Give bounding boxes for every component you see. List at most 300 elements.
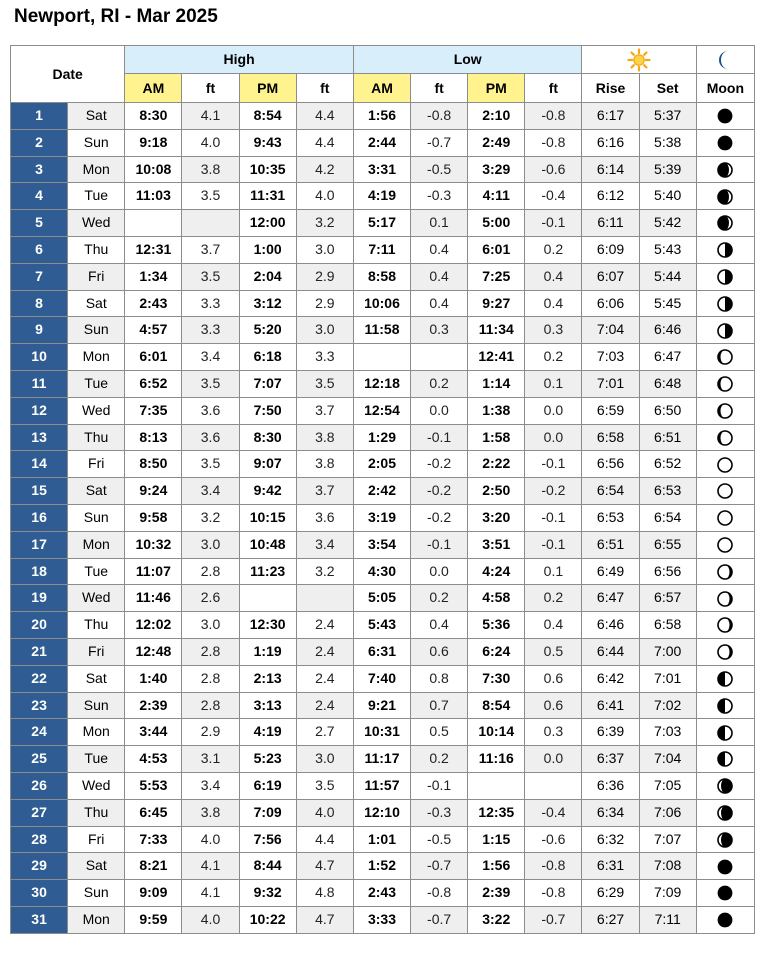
- low-pm-height: [525, 772, 582, 799]
- sunset-time: 7:07: [639, 826, 696, 853]
- low-pm-time: 5:00: [468, 210, 525, 237]
- low-am-time: 12:18: [353, 370, 410, 397]
- sunrise-time: 6:27: [582, 906, 639, 933]
- low-pm-time: 3:29: [468, 156, 525, 183]
- low-pm-time: 4:58: [468, 585, 525, 612]
- high-am-height: 2.9: [182, 719, 239, 746]
- high-pm-height: 4.0: [296, 799, 353, 826]
- low-am-time: 5:05: [353, 585, 410, 612]
- high-am-height: 3.4: [182, 772, 239, 799]
- low-pm-time: 7:30: [468, 665, 525, 692]
- moon-phase-icon: [717, 510, 733, 526]
- header-low: Low: [353, 46, 582, 74]
- sunrise-time: 6:06: [582, 290, 639, 317]
- high-pm-height: 4.2: [296, 156, 353, 183]
- sunset-time: 7:00: [639, 638, 696, 665]
- sunrise-time: 6:17: [582, 103, 639, 130]
- sunset-time: 6:58: [639, 612, 696, 639]
- date-number: 17: [11, 531, 68, 558]
- low-am-height: -0.8: [411, 103, 468, 130]
- sunrise-time: 6:32: [582, 826, 639, 853]
- sunset-time: 7:05: [639, 772, 696, 799]
- low-pm-time: 3:20: [468, 504, 525, 531]
- low-am-time: 9:21: [353, 692, 410, 719]
- high-pm-height: 3.0: [296, 236, 353, 263]
- high-pm-time: 7:07: [239, 370, 296, 397]
- low-am-time: 2:42: [353, 478, 410, 505]
- high-am-height: 3.8: [182, 799, 239, 826]
- low-am-height: 0.4: [411, 263, 468, 290]
- table-row: [11, 397, 755, 424]
- moon-phase-cell: [696, 317, 754, 344]
- high-pm-height: 3.2: [296, 558, 353, 585]
- table-row: [11, 906, 755, 933]
- sunset-time: 6:55: [639, 531, 696, 558]
- low-am-time: 5:43: [353, 612, 410, 639]
- low-pm-height: -0.1: [525, 210, 582, 237]
- low-am-time: 8:58: [353, 263, 410, 290]
- low-am-time: 7:11: [353, 236, 410, 263]
- sunset-time: 6:46: [639, 317, 696, 344]
- high-pm-time: 8:54: [239, 103, 296, 130]
- low-am-height: 0.4: [411, 612, 468, 639]
- moon-phase-icon: [717, 778, 733, 794]
- low-pm-time: 6:24: [468, 638, 525, 665]
- date-number: 28: [11, 826, 68, 853]
- high-am-height: 3.6: [182, 397, 239, 424]
- low-pm-time: 2:49: [468, 129, 525, 156]
- low-am-time: 1:56: [353, 103, 410, 130]
- low-am-time: 3:33: [353, 906, 410, 933]
- high-am-time: 1:40: [125, 665, 182, 692]
- date-number: 26: [11, 772, 68, 799]
- moon-phase-icon: [717, 832, 733, 848]
- sunrise-time: 6:47: [582, 585, 639, 612]
- sunrise-time: 7:04: [582, 317, 639, 344]
- high-pm-time: 11:23: [239, 558, 296, 585]
- weekday: Mon: [68, 156, 125, 183]
- high-pm-time: 11:31: [239, 183, 296, 210]
- weekday: Mon: [68, 906, 125, 933]
- low-am-time: 3:31: [353, 156, 410, 183]
- low-pm-height: 0.5: [525, 638, 582, 665]
- sunset-time: 6:50: [639, 397, 696, 424]
- high-am-time: 10:08: [125, 156, 182, 183]
- header-rise: Rise: [582, 74, 639, 103]
- low-pm-height: 0.0: [525, 424, 582, 451]
- low-pm-time: 9:27: [468, 290, 525, 317]
- high-am-height: 4.1: [182, 880, 239, 907]
- table-row: [11, 853, 755, 880]
- moon-phase-icon: [717, 859, 733, 875]
- table-row: [11, 210, 755, 237]
- high-am-time: 12:02: [125, 612, 182, 639]
- weekday: Tue: [68, 746, 125, 773]
- moon-phase-cell: [696, 370, 754, 397]
- high-pm-time: 9:42: [239, 478, 296, 505]
- high-pm-time: 1:19: [239, 638, 296, 665]
- weekday: Sat: [68, 478, 125, 505]
- high-pm-time: 9:32: [239, 880, 296, 907]
- low-am-height: -0.7: [411, 906, 468, 933]
- high-am-time: 1:34: [125, 263, 182, 290]
- low-pm-height: -0.2: [525, 478, 582, 505]
- high-am-height: 3.4: [182, 478, 239, 505]
- low-am-height: 0.2: [411, 370, 468, 397]
- low-am-height: 0.4: [411, 236, 468, 263]
- moon-phase-cell: [696, 210, 754, 237]
- high-pm-height: 3.8: [296, 424, 353, 451]
- moon-phase-cell: [696, 719, 754, 746]
- high-am-height: [182, 210, 239, 237]
- low-am-time: 1:52: [353, 853, 410, 880]
- date-number: 14: [11, 451, 68, 478]
- weekday: Sun: [68, 129, 125, 156]
- moon-phase-cell: [696, 826, 754, 853]
- weekday: Wed: [68, 772, 125, 799]
- high-pm-height: 4.4: [296, 826, 353, 853]
- table-row: [11, 692, 755, 719]
- low-pm-height: -0.8: [525, 103, 582, 130]
- moon-phase-icon: [717, 725, 733, 741]
- sunset-time: 5:38: [639, 129, 696, 156]
- low-am-height: -0.8: [411, 880, 468, 907]
- moon-phase-cell: [696, 344, 754, 371]
- date-number: 31: [11, 906, 68, 933]
- weekday: Thu: [68, 236, 125, 263]
- date-number: 20: [11, 612, 68, 639]
- sunset-time: 6:53: [639, 478, 696, 505]
- high-pm-time: 7:56: [239, 826, 296, 853]
- low-am-height: 0.7: [411, 692, 468, 719]
- high-pm-time: 12:00: [239, 210, 296, 237]
- date-number: 16: [11, 504, 68, 531]
- header-low-am: AM: [353, 74, 410, 103]
- weekday: Sat: [68, 665, 125, 692]
- high-am-time: 8:21: [125, 853, 182, 880]
- low-pm-height: -0.1: [525, 504, 582, 531]
- low-pm-time: 5:36: [468, 612, 525, 639]
- high-am-time: 7:33: [125, 826, 182, 853]
- low-pm-height: -0.8: [525, 129, 582, 156]
- high-am-time: [125, 210, 182, 237]
- low-am-time: 3:54: [353, 531, 410, 558]
- low-am-time: 4:19: [353, 183, 410, 210]
- sunset-time: 6:56: [639, 558, 696, 585]
- high-am-height: 3.1: [182, 746, 239, 773]
- weekday: Tue: [68, 370, 125, 397]
- low-pm-height: -0.8: [525, 853, 582, 880]
- high-pm-time: 10:35: [239, 156, 296, 183]
- high-pm-height: 3.4: [296, 531, 353, 558]
- low-am-time: 7:40: [353, 665, 410, 692]
- header-high-am-ft: ft: [182, 74, 239, 103]
- high-pm-time: 7:50: [239, 397, 296, 424]
- low-pm-time: 6:01: [468, 236, 525, 263]
- moon-phase-icon: [717, 162, 733, 178]
- sunset-time: 5:40: [639, 183, 696, 210]
- high-pm-height: 4.4: [296, 129, 353, 156]
- date-number: 13: [11, 424, 68, 451]
- low-am-height: [411, 344, 468, 371]
- table-row: [11, 370, 755, 397]
- table-row: [11, 290, 755, 317]
- header-high-pm-ft: ft: [296, 74, 353, 103]
- moon-phase-cell: [696, 692, 754, 719]
- high-pm-height: 4.4: [296, 103, 353, 130]
- header-high: High: [125, 46, 354, 74]
- sunset-time: 7:01: [639, 665, 696, 692]
- moon-phase-cell: [696, 880, 754, 907]
- date-number: 18: [11, 558, 68, 585]
- weekday: Sun: [68, 317, 125, 344]
- low-am-height: 0.3: [411, 317, 468, 344]
- page-title: Newport, RI - Mar 2025: [14, 6, 218, 27]
- high-pm-height: 3.3: [296, 344, 353, 371]
- sunrise-time: 6:37: [582, 746, 639, 773]
- low-pm-time: 2:50: [468, 478, 525, 505]
- low-pm-height: -0.6: [525, 826, 582, 853]
- date-number: 1: [11, 103, 68, 130]
- sunset-time: 5:39: [639, 156, 696, 183]
- low-pm-time: 1:56: [468, 853, 525, 880]
- moon-phase-cell: [696, 612, 754, 639]
- sunset-time: 5:44: [639, 263, 696, 290]
- weekday: Sat: [68, 290, 125, 317]
- high-pm-time: 3:12: [239, 290, 296, 317]
- low-pm-time: 7:25: [468, 263, 525, 290]
- moon-phase-cell: [696, 263, 754, 290]
- high-am-height: 3.0: [182, 531, 239, 558]
- table-row: [11, 263, 755, 290]
- weekday: Tue: [68, 558, 125, 585]
- high-pm-height: 2.9: [296, 290, 353, 317]
- low-pm-time: 8:54: [468, 692, 525, 719]
- moon-phase-cell: [696, 665, 754, 692]
- weekday: Fri: [68, 638, 125, 665]
- moon-phase-cell: [696, 853, 754, 880]
- weekday: Sun: [68, 880, 125, 907]
- sunset-time: 5:45: [639, 290, 696, 317]
- header-low-am-ft: ft: [411, 74, 468, 103]
- weekday: Thu: [68, 799, 125, 826]
- low-am-height: 0.2: [411, 585, 468, 612]
- moon-phase-cell: [696, 531, 754, 558]
- moon-phase-icon: [717, 885, 733, 901]
- low-am-time: 12:10: [353, 799, 410, 826]
- table-row: [11, 129, 755, 156]
- date-number: 11: [11, 370, 68, 397]
- date-number: 10: [11, 344, 68, 371]
- table-row: [11, 826, 755, 853]
- date-number: 30: [11, 880, 68, 907]
- header-moon: Moon: [696, 74, 754, 103]
- weekday: Mon: [68, 719, 125, 746]
- date-number: 25: [11, 746, 68, 773]
- low-am-height: -0.3: [411, 183, 468, 210]
- moon-phase-icon: [717, 296, 733, 312]
- date-number: 22: [11, 665, 68, 692]
- high-pm-height: 2.4: [296, 665, 353, 692]
- moon-phase-cell: [696, 156, 754, 183]
- date-number: 5: [11, 210, 68, 237]
- header-low-pm-ft: ft: [525, 74, 582, 103]
- high-am-height: 3.4: [182, 344, 239, 371]
- table-row: [11, 103, 755, 130]
- sunset-time: 5:37: [639, 103, 696, 130]
- table-row: [11, 558, 755, 585]
- weekday: Fri: [68, 263, 125, 290]
- sunset-time: 7:08: [639, 853, 696, 880]
- low-pm-height: 0.4: [525, 263, 582, 290]
- sunrise-time: 6:16: [582, 129, 639, 156]
- low-am-time: [353, 344, 410, 371]
- high-pm-height: 4.7: [296, 853, 353, 880]
- low-am-height: -0.5: [411, 826, 468, 853]
- sunset-time: 7:11: [639, 906, 696, 933]
- high-pm-height: 3.6: [296, 504, 353, 531]
- tide-table: [10, 45, 755, 934]
- high-am-time: 2:43: [125, 290, 182, 317]
- weekday: Sun: [68, 504, 125, 531]
- high-am-time: 4:53: [125, 746, 182, 773]
- moon-phase-icon: [717, 644, 733, 660]
- high-pm-height: 3.0: [296, 746, 353, 773]
- table-row: [11, 612, 755, 639]
- sunrise-time: 6:39: [582, 719, 639, 746]
- moon-phase-cell: [696, 504, 754, 531]
- low-pm-height: 0.2: [525, 236, 582, 263]
- high-pm-height: 3.7: [296, 478, 353, 505]
- moon-phase-cell: [696, 451, 754, 478]
- low-pm-height: -0.1: [525, 531, 582, 558]
- weekday: Wed: [68, 585, 125, 612]
- table-row: [11, 880, 755, 907]
- date-number: 2: [11, 129, 68, 156]
- table-row: [11, 344, 755, 371]
- table-row: [11, 799, 755, 826]
- high-am-height: 3.3: [182, 290, 239, 317]
- high-am-height: 3.5: [182, 370, 239, 397]
- sunrise-time: 6:44: [582, 638, 639, 665]
- high-am-time: 12:31: [125, 236, 182, 263]
- low-am-time: 11:58: [353, 317, 410, 344]
- low-pm-height: 0.1: [525, 558, 582, 585]
- moon-phase-icon: [717, 564, 733, 580]
- high-pm-height: 3.2: [296, 210, 353, 237]
- date-number: 3: [11, 156, 68, 183]
- moon-phase-icon: [717, 430, 733, 446]
- high-am-height: 2.8: [182, 638, 239, 665]
- low-am-height: -0.1: [411, 772, 468, 799]
- high-am-height: 2.8: [182, 692, 239, 719]
- sunset-time: 6:57: [639, 585, 696, 612]
- high-pm-time: 5:20: [239, 317, 296, 344]
- sunset-time: 7:02: [639, 692, 696, 719]
- table-row: [11, 665, 755, 692]
- high-am-time: 3:44: [125, 719, 182, 746]
- low-am-time: 11:17: [353, 746, 410, 773]
- moon-phase-cell: [696, 558, 754, 585]
- sunrise-time: 6:29: [582, 880, 639, 907]
- date-number: 9: [11, 317, 68, 344]
- table-row: [11, 478, 755, 505]
- sunrise-time: 6:34: [582, 799, 639, 826]
- weekday: Fri: [68, 451, 125, 478]
- moon-phase-cell: [696, 290, 754, 317]
- high-am-time: 11:07: [125, 558, 182, 585]
- moon-phase-cell: [696, 772, 754, 799]
- weekday: Mon: [68, 531, 125, 558]
- low-pm-time: 12:41: [468, 344, 525, 371]
- high-am-time: 6:52: [125, 370, 182, 397]
- low-pm-time: 10:14: [468, 719, 525, 746]
- low-am-height: 0.4: [411, 290, 468, 317]
- moon-phase-cell: [696, 236, 754, 263]
- date-number: 29: [11, 853, 68, 880]
- low-pm-height: -0.8: [525, 880, 582, 907]
- low-pm-time: 11:16: [468, 746, 525, 773]
- table-row: [11, 451, 755, 478]
- high-am-height: 4.0: [182, 129, 239, 156]
- moon-phase-icon: [717, 323, 733, 339]
- moon-phase-icon: [717, 376, 733, 392]
- sunrise-time: 6:09: [582, 236, 639, 263]
- sunset-time: 6:52: [639, 451, 696, 478]
- high-pm-time: 9:43: [239, 129, 296, 156]
- low-pm-time: 4:11: [468, 183, 525, 210]
- weekday: Sat: [68, 853, 125, 880]
- high-pm-time: 2:13: [239, 665, 296, 692]
- high-am-time: 11:03: [125, 183, 182, 210]
- low-am-height: 0.2: [411, 746, 468, 773]
- table-row: [11, 746, 755, 773]
- sunset-time: 7:04: [639, 746, 696, 773]
- low-am-height: 0.5: [411, 719, 468, 746]
- low-am-time: 1:01: [353, 826, 410, 853]
- low-am-height: -0.2: [411, 451, 468, 478]
- weekday: Tue: [68, 183, 125, 210]
- high-pm-height: 2.4: [296, 638, 353, 665]
- sunset-time: 7:03: [639, 719, 696, 746]
- moon-phase-cell: [696, 585, 754, 612]
- moon-phase-icon: [717, 617, 733, 633]
- high-pm-time: 7:09: [239, 799, 296, 826]
- high-am-height: 2.6: [182, 585, 239, 612]
- high-am-time: 8:13: [125, 424, 182, 451]
- low-pm-height: 0.3: [525, 719, 582, 746]
- low-pm-height: -0.4: [525, 183, 582, 210]
- high-pm-time: 10:48: [239, 531, 296, 558]
- table-row: [11, 719, 755, 746]
- high-am-height: 4.0: [182, 906, 239, 933]
- high-pm-time: 1:00: [239, 236, 296, 263]
- low-pm-time: 3:51: [468, 531, 525, 558]
- high-pm-height: 4.0: [296, 183, 353, 210]
- moon-phase-icon: [717, 108, 733, 124]
- high-am-height: 3.6: [182, 424, 239, 451]
- low-pm-time: 3:22: [468, 906, 525, 933]
- sunrise-time: 6:36: [582, 772, 639, 799]
- high-pm-height: 3.5: [296, 370, 353, 397]
- weekday: Wed: [68, 210, 125, 237]
- low-am-height: 0.0: [411, 397, 468, 424]
- high-am-time: 11:46: [125, 585, 182, 612]
- low-pm-time: 2:10: [468, 103, 525, 130]
- high-pm-height: 2.9: [296, 263, 353, 290]
- low-am-height: -0.1: [411, 424, 468, 451]
- low-am-height: 0.8: [411, 665, 468, 692]
